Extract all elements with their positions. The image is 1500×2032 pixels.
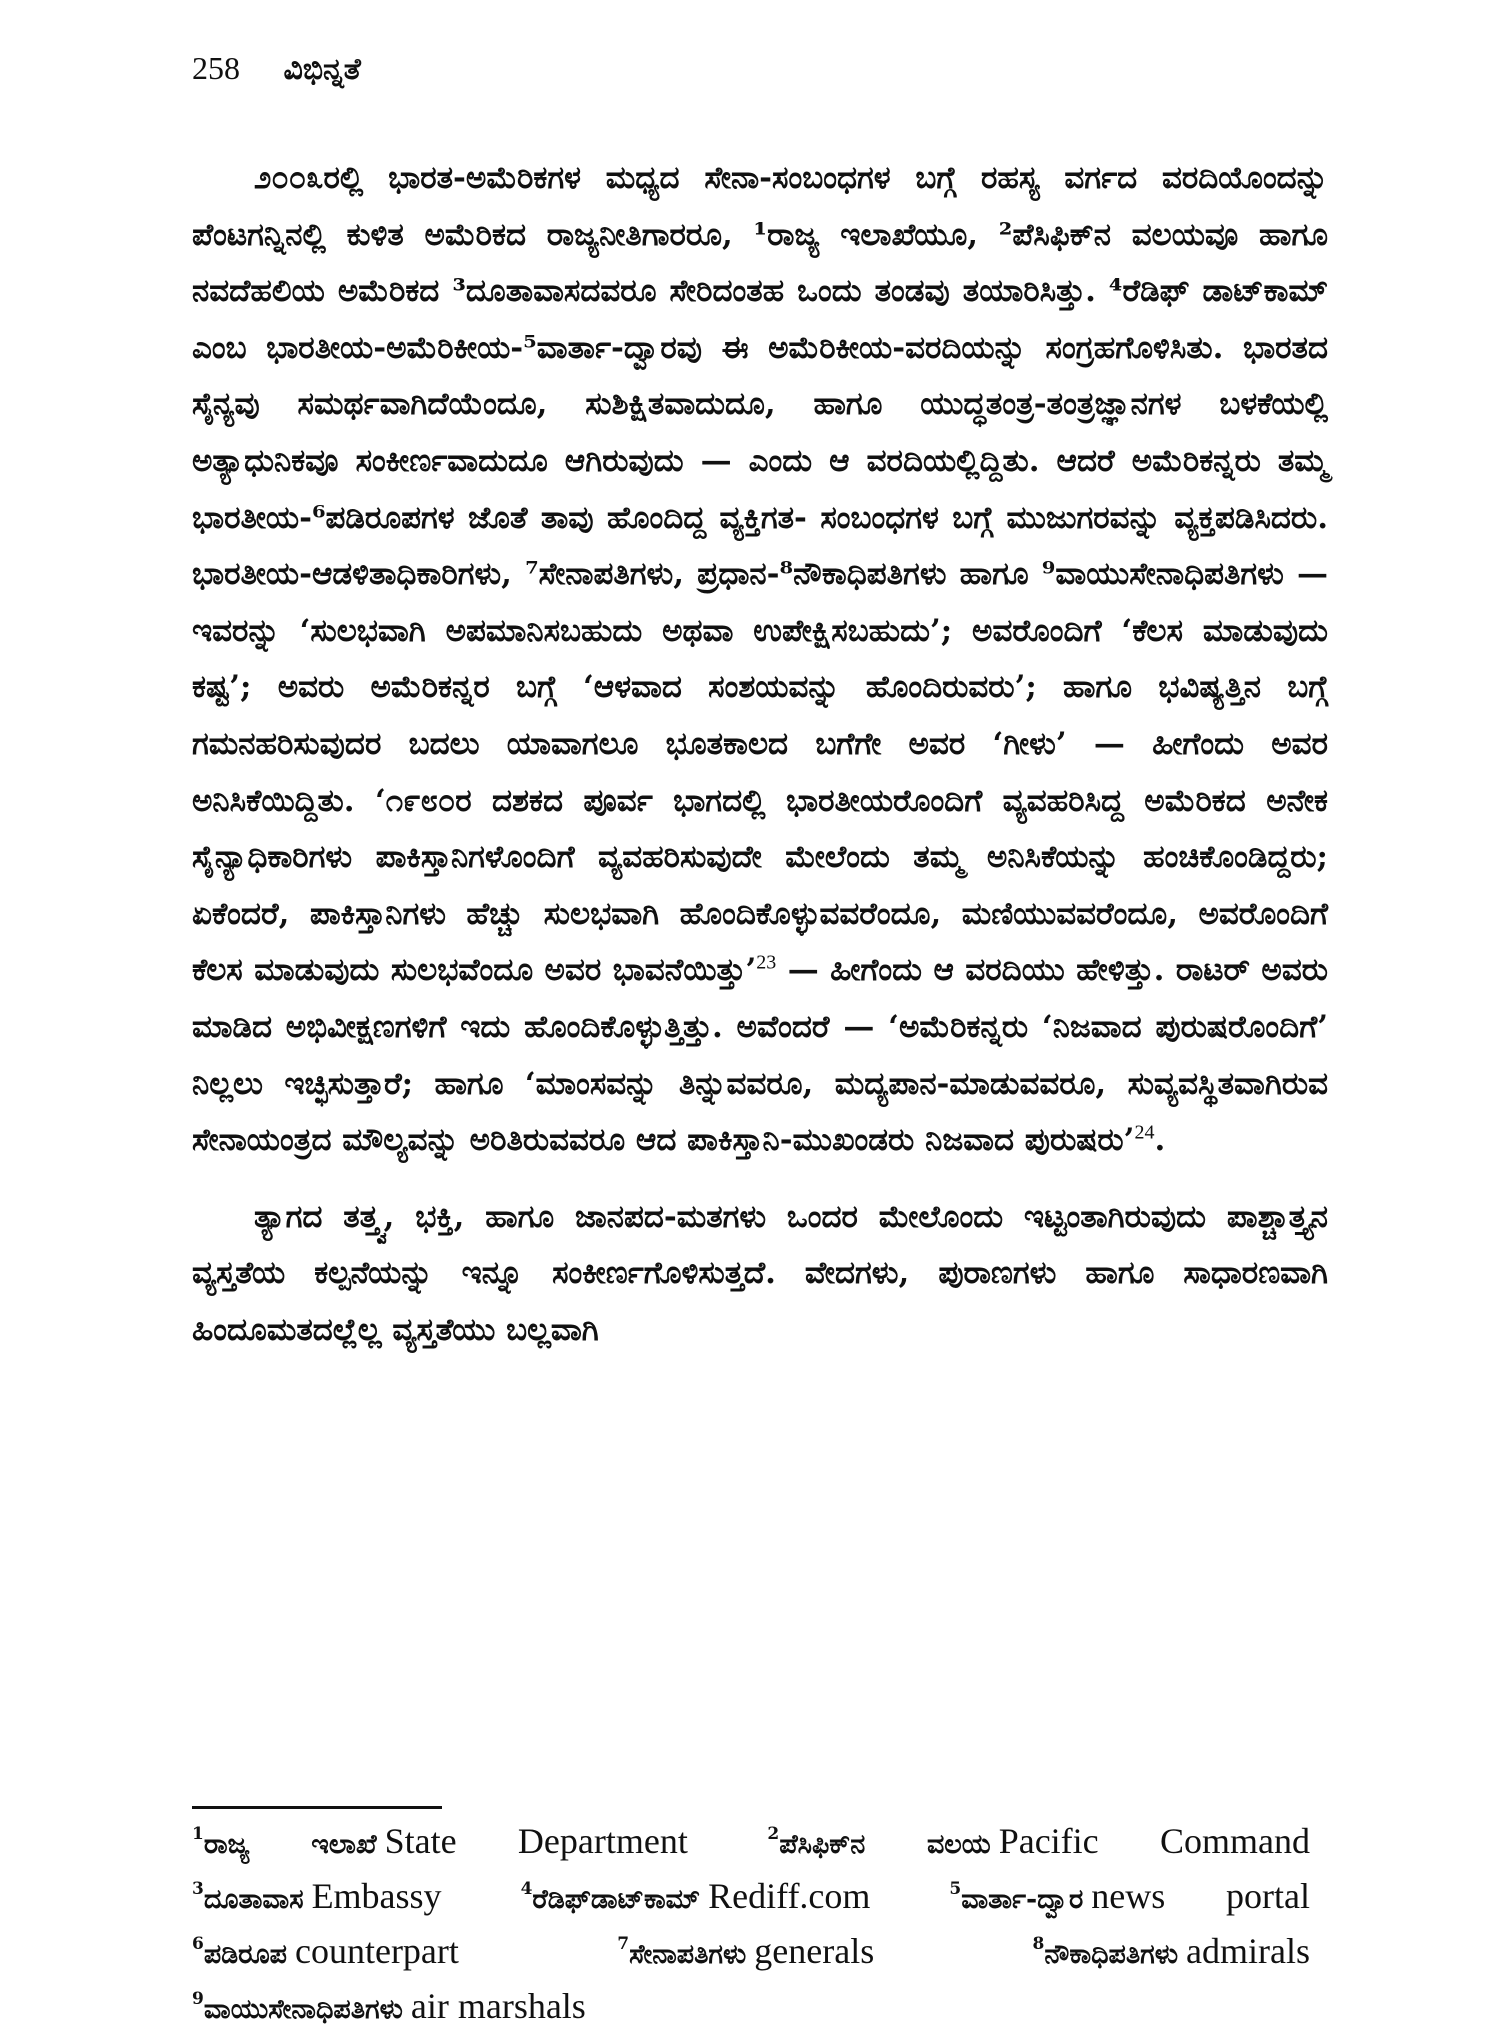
footnote-english-term: admirals [1186, 1931, 1310, 1971]
paragraph-2 [192, 1189, 1328, 1359]
footnote-2 [767, 1821, 1310, 1861]
footnote-kannada-term: ಪಡಿರೂಪ [203, 1939, 287, 1970]
footnotes [192, 1812, 1328, 2032]
footnote-mark: 8 [1032, 1934, 1045, 1954]
footnote-kannada-term: ಪೆಸಿಫಿಕ್‌ನ ವಲಯ [779, 1829, 991, 1860]
footnote-mark: 6 [192, 1934, 204, 1954]
footnote-9 [192, 1986, 586, 2026]
footnote-mark: 2 [767, 1824, 780, 1844]
footnote-7 [617, 1931, 875, 1971]
footnote-english-term: State Department [384, 1821, 688, 1861]
body-text [192, 150, 1328, 1358]
footnote-english-term: generals [754, 1931, 875, 1971]
footnote-english-term: counterpart [294, 1931, 459, 1971]
footnote-mark: 5 [949, 1879, 962, 1899]
footnote-kannada-term: ವಾರ್ತಾ-ದ್ವಾರ [961, 1884, 1084, 1915]
footnote-english-term: Pacific Command [998, 1821, 1310, 1861]
footnote-kannada-term: ರಾಜ್ಯ ಇಲಾಖೆ [203, 1829, 377, 1860]
footnote-english-term: Embassy [311, 1876, 442, 1916]
footnote-english-term: air marshals [410, 1986, 586, 2026]
footnote-kannada-term: ದೂತಾವಾಸ [203, 1884, 304, 1915]
footnote-mark: 9 [192, 1989, 204, 2009]
page-number: 258 [192, 50, 240, 86]
footnote-ref-24: 24 [1134, 1121, 1155, 1144]
footnote-mark: 7 [617, 1934, 630, 1954]
paragraph-1 [192, 150, 1328, 1169]
footnote-1 [192, 1821, 688, 1861]
paragraph-text: — ಹೀಗೆಂದು ಆ ವರದಿಯು ಹೇಳಿತ್ತು. ರಾಟರ್ ಅವರು ಮಾಡಿದ ಅಭಿವೀಕ್ಷಣಗಳಿಗೆ ಇದು ಹೊಂದಿಕೊಳ್ಳುತ್ತಿತ್ತು. ಅವೆಂದರೆ — ‘ಅಮೆರಿಕನ್ನರು ‘ನಿಜವಾದ ಪುರುಷರೊಂದಿಗೆ’ ನಿಲ್ಲಲು ಇಚ್ಛಿಸುತ್ತಾರೆ; ಹಾಗೂ ‘ಮಾಂಸವನ್ನು ತಿನ್ನುವವರೂ, ಮದ್ಯಪಾನ-ಮಾಡುವವರೂ, ಸುವ್ಯವಸ್ಥಿತವಾಗಿರುವ ಸೇನಾಯಂತ್ರದ ಮೌಲ್ಯವನ್ನು ಅರಿತಿರುವವರೂ ಆದ ಪಾಕಿಸ್ತಾನಿ-ಮುಖಂಡರು ನಿಜವಾದ ಪುರುಷರು’ [192, 952, 1328, 1159]
footnote-divider [192, 1806, 442, 1809]
footnote-mark: 4 [520, 1879, 533, 1899]
footnote-kannada-term: ಸೇನಾಪತಿಗಳು [629, 1939, 747, 1970]
footnote-kannada-term: ರೆಡಿಫ್‌ಡಾಟ್‌ಕಾಮ್ [532, 1884, 701, 1915]
footnote-english-term: news portal [1091, 1876, 1310, 1916]
footnote-kannada-term: ವಾಯುಸೇನಾಧಿಪತಿಗಳು [203, 1994, 403, 2025]
footnote-mark: 3 [192, 1879, 204, 1899]
footnote-kannada-term: ನೌಕಾಧಿಪತಿಗಳು [1044, 1939, 1179, 1970]
footnote-8 [1032, 1931, 1310, 1971]
paragraph-text: . [1154, 1122, 1166, 1159]
footnote-mark: 1 [192, 1824, 204, 1844]
running-head [192, 48, 1332, 90]
footnote-4 [520, 1876, 871, 1916]
paragraph-text: ತ್ಯಾಗದ ತತ್ತ್ವ, ಭಕ್ತಿ, ಹಾಗೂ ಜಾನಪದ-ಮತಗಳು ಒಂದರ ಮೇಲೊಂದು ಇಟ್ಟಂತಾಗಿರುವುದು ಪಾಶ್ಚಾತ್ತ್ಯನ ವ್ಯಸ್ತತೆಯ ಕಲ್ಪನೆಯನ್ನು ಇನ್ನೂ ಸಂಕೀರ್ಣಗೊಳಿಸುತ್ತದೆ. ವೇದಗಳು, ಪುರಾಣಗಳು ಹಾಗೂ ಸಾಧಾರಣವಾಗಿ ಹಿಂದೂಮತದಲ್ಲೆಲ್ಲ ವ್ಯಸ್ತತೆಯು ಬಲ್ಲವಾಗಿ [192, 1198, 1328, 1348]
footnote-6 [192, 1931, 459, 1971]
footnote-5 [949, 1876, 1310, 1916]
running-title: ವಿಭಿನ್ನತೆ [283, 52, 361, 87]
footnote-ref-23: 23 [756, 951, 777, 974]
footnote-english-term: Rediff.com [708, 1876, 871, 1916]
footnote-3 [192, 1876, 442, 1916]
paragraph-text: ೨೦೦೩ರಲ್ಲಿ ಭಾರತ-ಅಮೆರಿಕಗಳ ಮಧ್ಯದ ಸೇನಾ-ಸಂಬಂಧಗಳ ಬಗ್ಗೆ ರಹಸ್ಯ ವರ್ಗದ ವರದಿಯೊಂದನ್ನು ಪೆಂಟಗನ್ನಿನಲ್ಲಿ ಕುಳಿತ ಅಮೆರಿಕದ ರಾಜ್ಯನೀತಿಗಾರರೂ, ¹ರಾಜ್ಯ ಇಲಾಖೆಯೂ, ²ಪೆಸಿಫಿಕ್‌ನ ವಲಯವೂ ಹಾಗೂ ನವದೆಹಲಿಯ ಅಮೆರಿಕದ ³ದೂತಾವಾಸದವರೂ ಸೇರಿದಂತಹ ಒಂದು ತಂಡವು ತಯಾರಿಸಿತ್ತು. ⁴ರೆಡಿಫ್ ಡಾಟ್‌ಕಾಮ್ ಎಂಬ ಭಾರತೀಯ-ಅಮೆರಿಕೀಯ-⁵ವಾರ್ತಾ-ದ್ವಾರವು ಈ ಅಮೆರಿಕೀಯ-ವರದಿಯನ್ನು ಸಂಗ್ರಹಗೊಳಿಸಿತು. ಭಾರತದ ಸೈನ್ಯವು ಸಮರ್ಥವಾಗಿದೆಯೆಂದೂ, ಸುಶಿಕ್ಷಿತವಾದುದೂ, ಹಾಗೂ ಯುದ್ಧತಂತ್ರ-ತಂತ್ರಜ್ಞಾನಗಳ ಬಳಕೆಯಲ್ಲಿ ಅತ್ಯಾಧುನಿಕವೂ ಸಂಕೀರ್ಣವಾದುದೂ ಆಗಿರುವುದು — ಎಂದು ಆ ವರದಿಯಲ್ಲಿದ್ದಿತು. ಆದರೆ ಅಮೆರಿಕನ್ನರು ತಮ್ಮ ಭಾರತೀಯ-⁶ಪಡಿರೂಪಗಳ ಜೊತೆ ತಾವು ಹೊಂದಿದ್ದ ವ್ಯಕ್ತಿಗತ- ಸಂಬಂಧಗಳ ಬಗ್ಗೆ ಮುಜುಗರವನ್ನು ವ್ಯಕ್ತಪಡಿಸಿದರು. ಭಾರತೀಯ-ಆಡಳಿತಾಧಿಕಾರಿಗಳು, ⁷ಸೇನಾಪತಿಗಳು, ಪ್ರಧಾನ-⁸ನೌಕಾಧಿಪತಿಗಳು ಹಾಗೂ ⁹ವಾಯುಸೇನಾಧಿಪತಿಗಳು — ಇವರನ್ನು ‘ಸುಲಭವಾಗಿ ಅಪಮಾನಿಸಬಹುದು ಅಥವಾ ಉಪೇಕ್ಷಿಸಬಹುದು’; ಅವರೊಂದಿಗೆ ‘ಕೆಲಸ ಮಾಡುವುದು ಕಷ್ಟ’; ಅವರು ಅಮೆರಿಕನ್ನರ ಬಗ್ಗೆ ‘ಆಳವಾದ ಸಂಶಯವನ್ನು ಹೊಂದಿರುವರು’; ಹಾಗೂ ಭವಿಷ್ಯತ್ತಿನ ಬಗ್ಗೆ ಗಮನಹರಿಸುವುದರ ಬದಲು ಯಾವಾಗಲೂ ಭೂತಕಾಲದ ಬಗೆಗೇ ಅವರ ‘ಗೀಳು’ — ಹೀಗೆಂದು ಅವರ ಅನಿಸಿಕೆಯಿದ್ದಿತು. ‘೧೯೮೦ರ ದಶಕದ ಪೂರ್ವ ಭಾಗದಲ್ಲಿ ಭಾರತೀಯರೊಂದಿಗೆ ವ್ಯವಹರಿಸಿದ್ದ ಅಮೆರಿಕದ ಅನೇಕ ಸೈನ್ಯಾಧಿಕಾರಿಗಳು ಪಾಕಿಸ್ತಾನಿಗಳೊಂದಿಗೆ ವ್ಯವಹರಿಸುವುದೇ ಮೇಲೆಂದು ತಮ್ಮ ಅನಿಸಿಕೆಯನ್ನು ಹಂಚಿಕೊಂಡಿದ್ದರು; ಏಕೆಂದರೆ, ಪಾಕಿಸ್ತಾನಿಗಳು ಹೆಚ್ಚು ಸುಲಭವಾಗಿ ಹೊಂದಿಕೊಳ್ಳುವವರೆಂದೂ, ಮಣಿಯುವವರೆಂದೂ, ಅವರೊಂದಿಗೆ ಕೆಲಸ ಮಾಡುವುದು ಸುಲಭವೆಂದೂ ಅವರ ಭಾವನೆಯಿತ್ತು’ [192, 160, 1328, 989]
